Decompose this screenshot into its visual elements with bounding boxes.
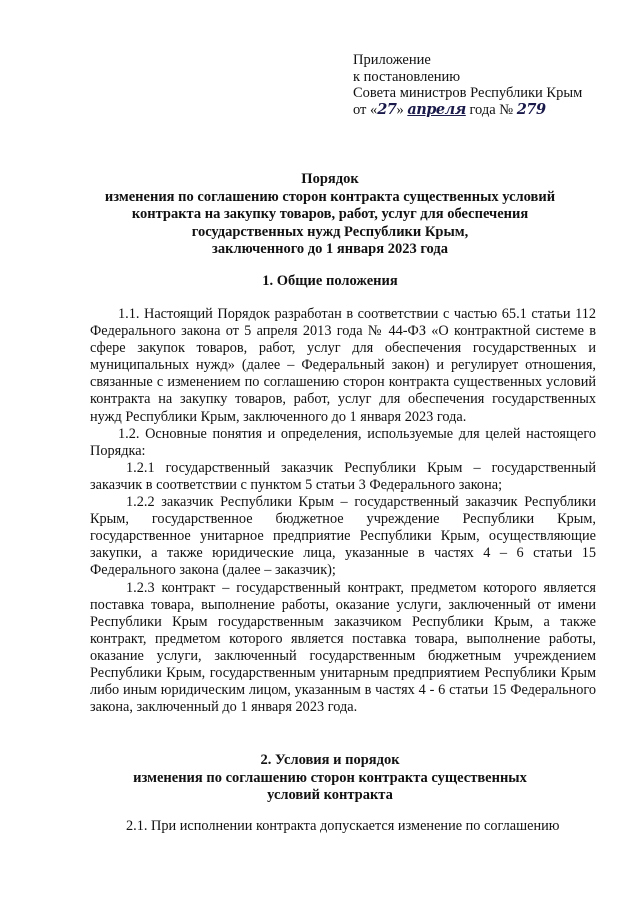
paragraph-2-1: 2.1. При исполнении контракта допускается изменение по соглашению <box>126 818 560 834</box>
title-line-4: государственных нужд Республики Крым, <box>191 223 469 240</box>
paragraph-1-2-2: 1.2.2 заказчик Республики Крым – государственный заказчик Республики Крым, государственное бюджетное учреждение Республики Крым, государственное унитарное предприятие Республики Крым, осуществляющие закупки, а также юридические лица, указанные в частях 4 – 6 статьи 15 Федерального закона (далее – заказчик); <box>90 494 596 579</box>
title-line-1: Порядок <box>301 171 359 187</box>
section-1-heading: 1. Общие положения <box>262 273 398 289</box>
section-2-heading <box>70 752 590 805</box>
document-title <box>70 171 590 259</box>
handwritten-month: апреля <box>407 100 466 118</box>
appendix-label: Приложение <box>353 52 431 68</box>
handwritten-number: 279 <box>516 100 546 118</box>
title-line-3: контракта на закупку товаров, работ, услуг для обеспечения <box>131 206 529 222</box>
section-1-body <box>90 306 596 716</box>
paragraph-1-2-1: 1.2.1 государственный заказчик Республики Крым – государственный заказчик в соответствии с пунктом 5 статьи 3 Федерального закона; <box>90 459 596 493</box>
section-2-body <box>90 818 596 835</box>
paragraph-1-2: 1.2. Основные понятия и определения, используемые для целей настоящего Порядка: <box>90 425 596 459</box>
appendix-block <box>353 52 623 118</box>
paragraph-1-2-3: 1.2.3 контракт – государственный контракт, предметом которого является поставка товара, выполнение работы, оказание услуги, заключенный от имени Республики Крым государственным заказчиком Республики Крым, а также контракт, предметом которого является поставка товара, выполнение работы, оказание услуги, заключенный государственным бюджетным учреждением Республики Крым, государственным унитарным предприятием Республики Крым либо иным юридическим лицом, указанным в частях 4 - 6 статьи 15 Федерального закона, заключенный до 1 января 2023 года. <box>90 579 596 716</box>
section-2-line-1: 2. Условия и порядок <box>260 752 400 768</box>
appendix-date-line <box>353 102 623 119</box>
appendix-council: Совета министров Республики Крым <box>353 85 583 101</box>
title-line-5: заключенного до 1 января 2023 года <box>212 241 448 257</box>
date-sep: » <box>396 101 404 118</box>
paragraph-1-1: 1.1. Настоящий Порядок разработан в соответствии с частью 65.1 статьи 112 Федерального закона от 5 апреля 2013 года № 44-ФЗ «О контрактной системе в сфере закупок товаров, работ, услуг для обеспечения государственных и муниципальных нужд» (далее – Федеральный закон) и регулирует отношения, связанные с изменением по соглашению сторон контракта существенных условий контракта на закупку товаров, работ, услуг для обеспечения государственных нужд Республики Крым, заключенного до 1 января 2023 года. <box>90 306 596 425</box>
handwritten-day: 27 <box>377 100 397 118</box>
section-2-line-2: изменения по соглашению сторон контракта существенных <box>133 769 527 786</box>
section-2-line-3: условий контракта <box>267 787 393 803</box>
number-label: года № <box>469 101 514 118</box>
appendix-to-resolution: к постановлению <box>353 68 461 85</box>
title-line-2: изменения по соглашению сторон контракта существенных условий <box>104 188 556 205</box>
date-prefix: от « <box>353 101 378 118</box>
